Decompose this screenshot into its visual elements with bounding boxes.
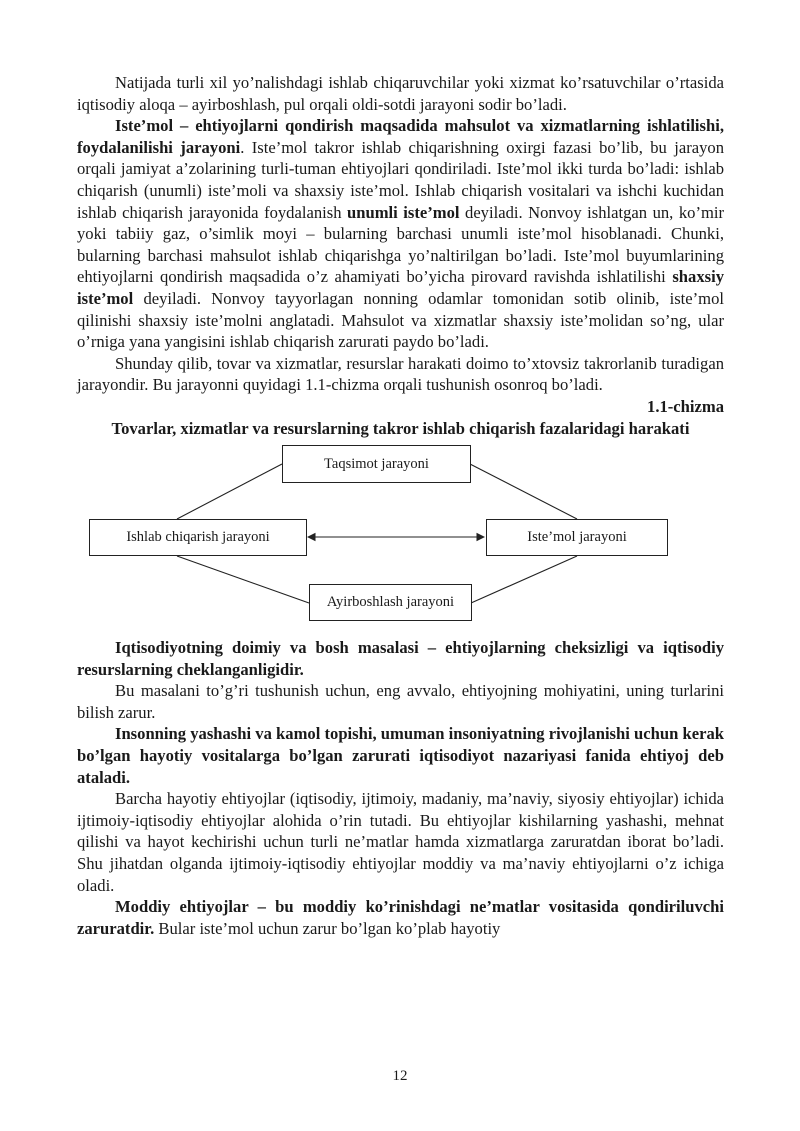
connector-top-left — [177, 464, 282, 519]
paragraph-main-problem: Iqtisodiyotning doimiy va bosh masalasi – ehtiyojlarning cheksizligi va iqtisodiy resurslarning cheklanganligidir. — [77, 638, 724, 679]
paragraph-material-needs — [77, 896, 724, 939]
definition-material-needs: Moddiy ehtiyojlar – bu moddiy ko’rinishdagi ne’matlar vositasida qondiriluvchi zaruratdir. — [77, 897, 724, 938]
process-diagram — [77, 441, 724, 627]
definition-consumption: Iste’mol – ehtiyojlarni qondirish maqsadida mahsulot va xizmatlarning ishlatilishi, foydalanilishi jarayoni — [77, 116, 724, 157]
paragraph-consumption — [77, 115, 724, 353]
text-run: . Iste’mol takror ishlab chiqarishning oxirgi fazasi bo’lib, bu jarayon orqali jamiyat a’zolarining turli-tuman ehtiyojlari qondiriladi. Iste’mol ikki turda bo’ladi: ishlab chiqarish (unumli) iste’moli va shaxsiy iste’mol. Ishlab chiqarish vositalari va ishchi kuchidan ishlab chiqarish jarayonida foydalanish — [77, 137, 724, 222]
figure-label: 1.1-chizma — [647, 396, 724, 416]
connector-bottom-left — [177, 556, 309, 603]
box-consumption: Iste’mol jarayoni — [486, 519, 668, 556]
term-productive-consumption: unumli iste’mol — [347, 202, 460, 222]
term-personal-consumption: shaxsiy iste’mol — [77, 267, 724, 308]
paragraph-need-definition: Insonning yashashi va kamol topishi, umuman insoniyatning rivojlanishi uchun kerak bo’lgan hayotiy vositalarga bo’lgan zarurati iqtisodiyot nazariyasi fanida ehtiyoj deb ataladi. — [77, 724, 724, 787]
paragraph-exchange: Natijada turli xil yo’nalishdagi ishlab chiqaruvchilar yoki xizmat ko’rsatuvchilar o’rtasida iqtisodiy aloqa – ayirboshlash, pul orqali oldi-sotdi jarayoni sodir bo’ladi. — [77, 73, 724, 114]
text-run: deyiladi. Nonvoy ishlatgan un, ko’mir yoki tabiiy gaz, o’simlik moyi – bularning barchasi unumli iste’mol hisoblanadi. Chunki, bularning barchasi mahsulot ishlab chiqarishga yo’naltirilgan bo’ladi. Iste’mol buyumlarining ehtiyojlarni qondirish maqsadida o’z ahamiyati bo’yicha pirovard ravishda ishlatilishi — [77, 202, 725, 287]
document-page — [77, 72, 724, 939]
paragraph-understanding: Bu masalani to’g’ri tushunish uchun, eng avvalo, ehtiyojning mohiyatini, uning turlarini bilish zarur. — [77, 681, 724, 722]
page-number: 12 — [392, 1068, 408, 1084]
text-run: deyiladi. Nonvoy tayyorlagan nonning odamlar tomonidan sotib olinib, iste’mol qilinishi shaxsiy iste’molni anglatadi. Mahsulot va xizmatlar shaxsiy iste’molidan so’ng, ular o’rniga yana yangisini ishlab chiqarish zarurati paydo bo’ladi. — [77, 288, 724, 352]
box-exchange: Ayirboshlash jarayoni — [309, 584, 472, 621]
figure-title: Tovarlar, xizmatlar va resurslarning takror ishlab chiqarish fazalaridagi harakati — [111, 418, 690, 438]
connector-top-right — [470, 464, 577, 519]
paragraph-needs-types: Barcha hayotiy ehtiyojlar (iqtisodiy, ijtimoiy, madaniy, ma’naviy, siyosiy ehtiyojlar) ichida ijtimoiy-iqtisodiy ehtiyojlar alohida o’rin tutadi. Bu ehtiyojlar kishilarning yashashi, mehnat qilishi va hayot kechirishi uchun turli ne’matlar hamda xizmatlarga zaruratdan iborat bo’ladi. Shu jihatdan olganda ijtimoiy-iqtisodiy ehtiyojlar moddiy va ma’naviy ehtiyojlarni o’z ichiga oladi. — [77, 789, 724, 895]
paragraph-cycle: Shunday qilib, tovar va xizmatlar, resurslar harakati doimo to’xtovsiz takrorlanib turadigan jarayondir. Bu jarayonni quyidagi 1.1-chizma orqali tushunish osonroq bo’ladi. — [77, 353, 724, 395]
connector-bottom-right — [471, 556, 577, 603]
box-distribution: Taqsimot jarayoni — [282, 445, 471, 483]
box-production: Ishlab chiqarish jarayoni — [89, 519, 307, 556]
text-run: Bular iste’mol uchun zarur bo’lgan ko’plab hayotiy — [154, 918, 501, 938]
